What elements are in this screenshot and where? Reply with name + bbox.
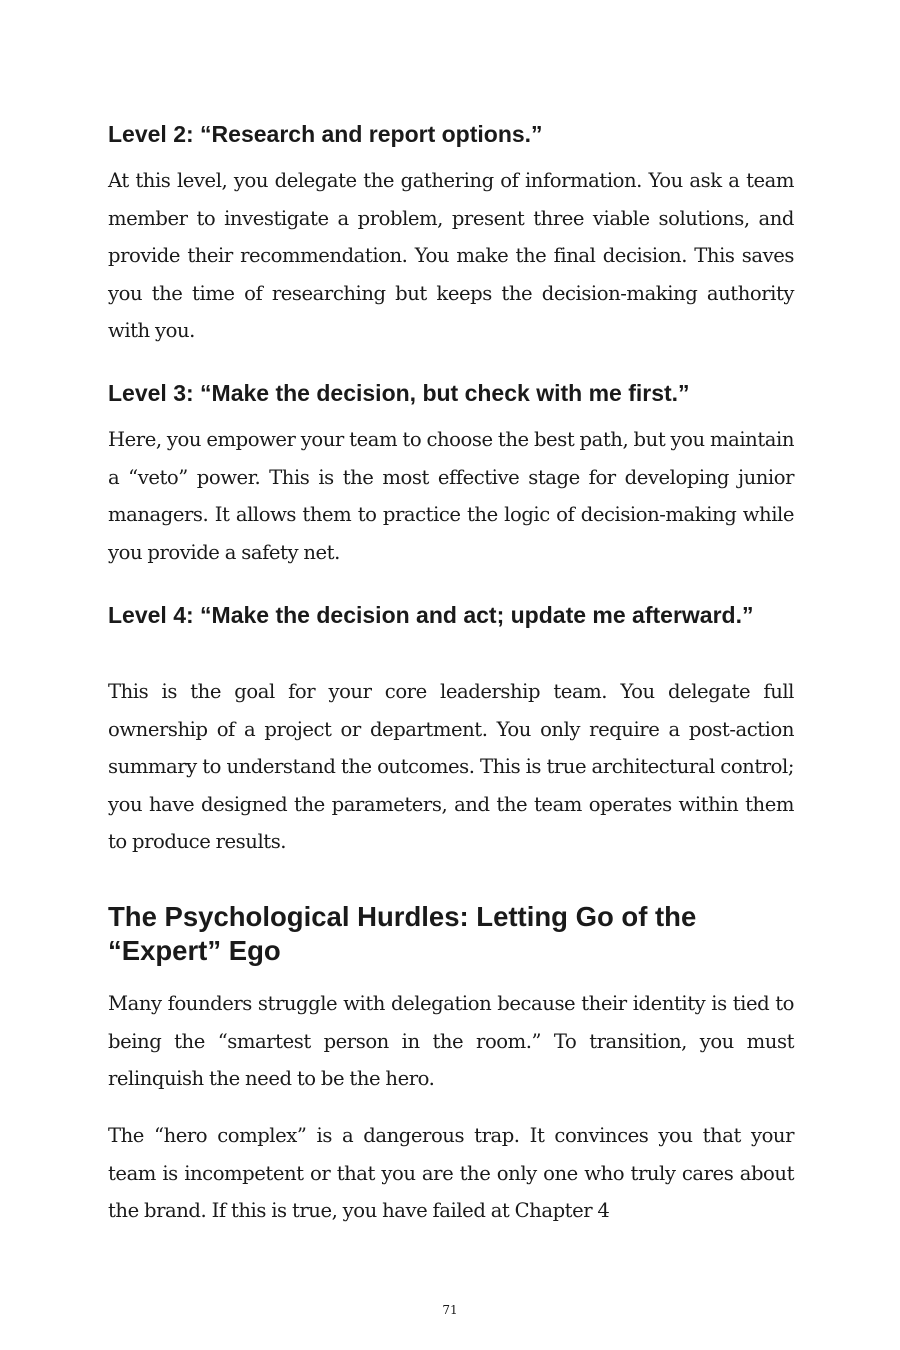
level-2-paragraph: At this level, you delegate the gathering of information. You ask a team member to investigate a problem, present three viable solutions, and provide their recommendation. You make the final decision. This saves you the time of researching but keeps the decision-making authority with you. — [108, 169, 794, 342]
section-heading: The Psychological Hurdles: Letting Go of the “Expert” Ego — [108, 901, 697, 966]
section-paragraph-2: The “hero complex” is a dangerous trap. It convinces you that your team is incompetent or that you are the only one who truly cares about the brand. If this is true, you have failed at Chapter 4 — [108, 1124, 794, 1222]
section-paragraph-1: Many founders struggle with delegation because their identity is tied to being the “smartest person in the room.” To transition, you must relinquish the need to be the hero. — [108, 992, 794, 1090]
level-3-heading: Level 3: “Make the decision, but check with me first.” — [108, 380, 690, 406]
level-4-heading: Level 4: “Make the decision and act; update me afterward.” — [108, 602, 754, 628]
level-4-paragraph: This is the goal for your core leadership team. You delegate full ownership of a project or department. You only require a post-action summary to understand the outcomes. This is true architectural control; you have designed the parameters, and the team operates within them to produce results. — [108, 680, 794, 853]
level-2-heading: Level 2: “Research and report options.” — [108, 121, 543, 147]
level-3-paragraph: Here, you empower your team to choose the best path, but you maintain a “veto” power. This is the most effective stage for developing junior managers. It allows them to practice the logic of decision-making while you provide a safety net. — [108, 428, 794, 564]
page-number: 71 — [442, 1303, 458, 1317]
